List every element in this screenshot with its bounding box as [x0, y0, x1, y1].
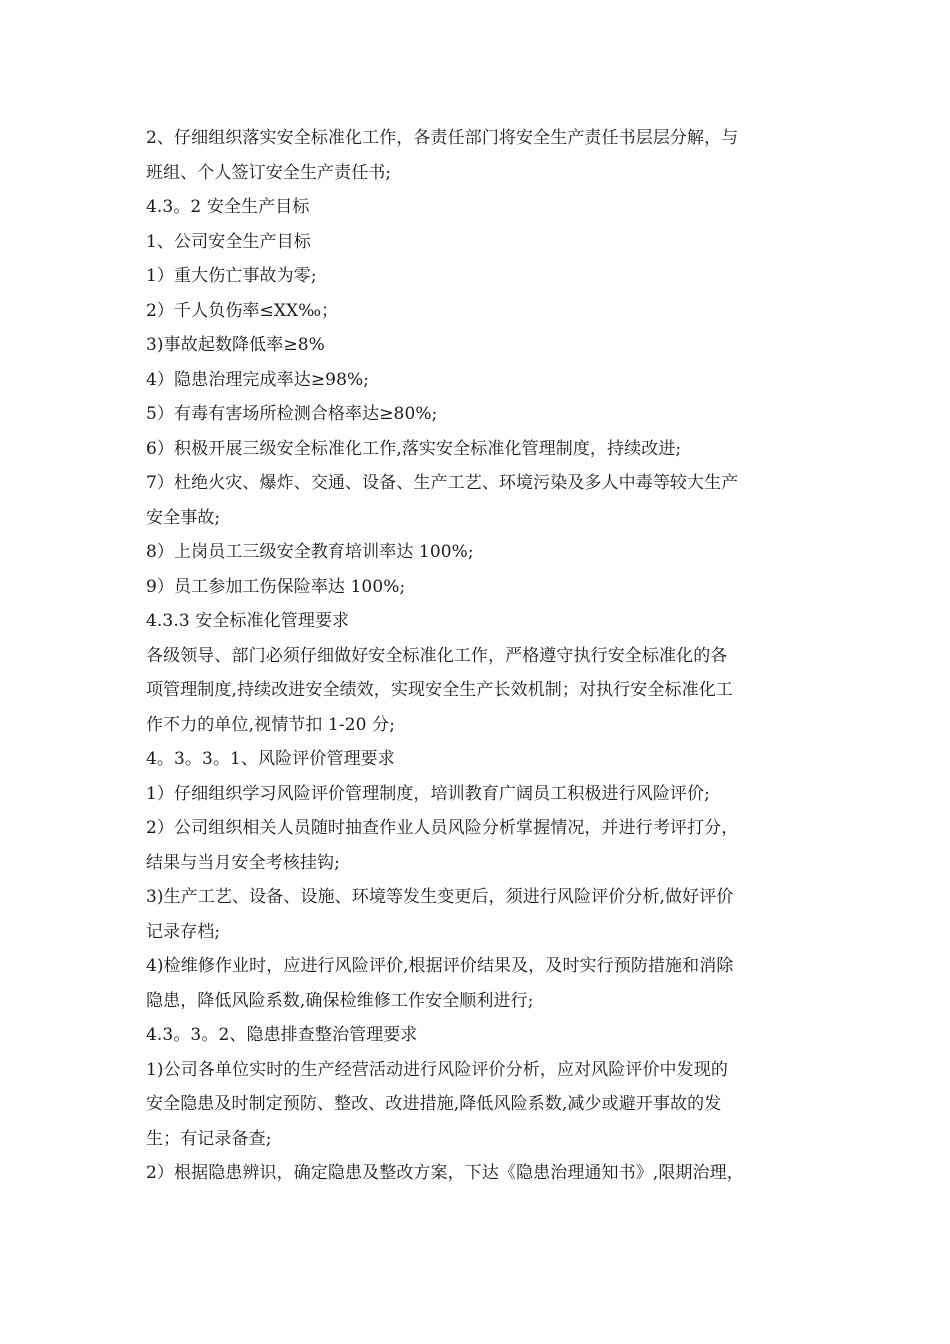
text-line: 安全隐患及时制定预防、整改、改进措施,降低风险系数,减少或避开事故的发: [146, 1094, 722, 1114]
list-item: 6）积极开展三级安全标准化工作,落实安全标准化管理制度，持续改进;: [146, 438, 682, 459]
list-item: 7）杜绝火灾、爆炸、交通、设备、生产工艺、环境污染及多人中毒等较大生产: [146, 473, 739, 493]
list-item: 2）千人负伤率≤XX‰；: [146, 300, 339, 321]
text-line: 各级领导、部门必须仔细做好安全标准化工作，严格遵守执行安全标准化的各: [146, 645, 728, 666]
list-item: 1）重大伤亡事故为零;: [146, 266, 317, 286]
list-item: 2）公司组织相关人员随时抽查作业人员风险分析掌握情况，并进行考评打分，: [146, 818, 739, 838]
list-item: 4）隐患治理完成率达≥98%;: [146, 369, 370, 390]
list-item: 1）仔细组织学习风险评价管理制度，培训教育广阔员工积极进行风险评价;: [146, 783, 710, 804]
section-heading: 4。3。3。1、风险评价管理要求: [146, 749, 395, 769]
list-item: 3)生产工艺、设备、设施、环境等发生变更后，须进行风险评价分析,做好评价: [146, 887, 734, 907]
text-line: 生；有记录备查;: [146, 1128, 272, 1149]
list-item: 9）员工参加工伤保险率达 100%;: [146, 576, 406, 597]
document-body: [146, 121, 816, 1191]
list-item: 4)检维修作业时，应进行风险评价,根据评价结果及，及时实行预防措施和消除: [146, 956, 734, 976]
text-line: 项管理制度,持续改进安全绩效，实现安全生产长效机制；对执行安全标准化工: [146, 680, 733, 700]
list-item: 5）有毒有害场所检测合格率达≥80%;: [146, 404, 438, 424]
list-item: 2）根据隐患辨识，确定隐患及整改方案，下达《隐患治理通知书》,限期治理，: [146, 1163, 744, 1183]
text-line: 1、公司安全生产目标: [146, 231, 311, 252]
section-heading: 4.3。3。2、隐患排查整治管理要求: [146, 1025, 418, 1045]
text-line: 作不力的单位,视情节扣 1-20 分;: [146, 714, 396, 735]
list-item: 1)公司各单位实时的生产经营活动进行风险评价分析，应对风险评价中发现的: [146, 1059, 728, 1080]
text-line: 记录存档;: [146, 921, 221, 942]
list-item: 8）上岗员工三级安全教育培训率达 100%;: [146, 542, 474, 562]
text-line: 安全事故;: [146, 507, 221, 528]
section-heading: 4.3.3 安全标准化管理要求: [146, 611, 350, 631]
list-item: 3)事故起数降低率≥8%: [146, 335, 325, 355]
text-line: 隐患，降低风险系数,确保检维修工作安全顺利进行;: [146, 990, 534, 1011]
text-line: 班组、个人签订安全生产责任书;: [146, 162, 392, 183]
text-line: 2、仔细组织落实安全标准化工作，各责任部门将安全生产责任书层层分解，与: [146, 128, 739, 148]
section-heading: 4.3。2 安全生产目标: [146, 197, 310, 217]
text-line: 结果与当月安全考核挂钩;: [146, 852, 340, 873]
